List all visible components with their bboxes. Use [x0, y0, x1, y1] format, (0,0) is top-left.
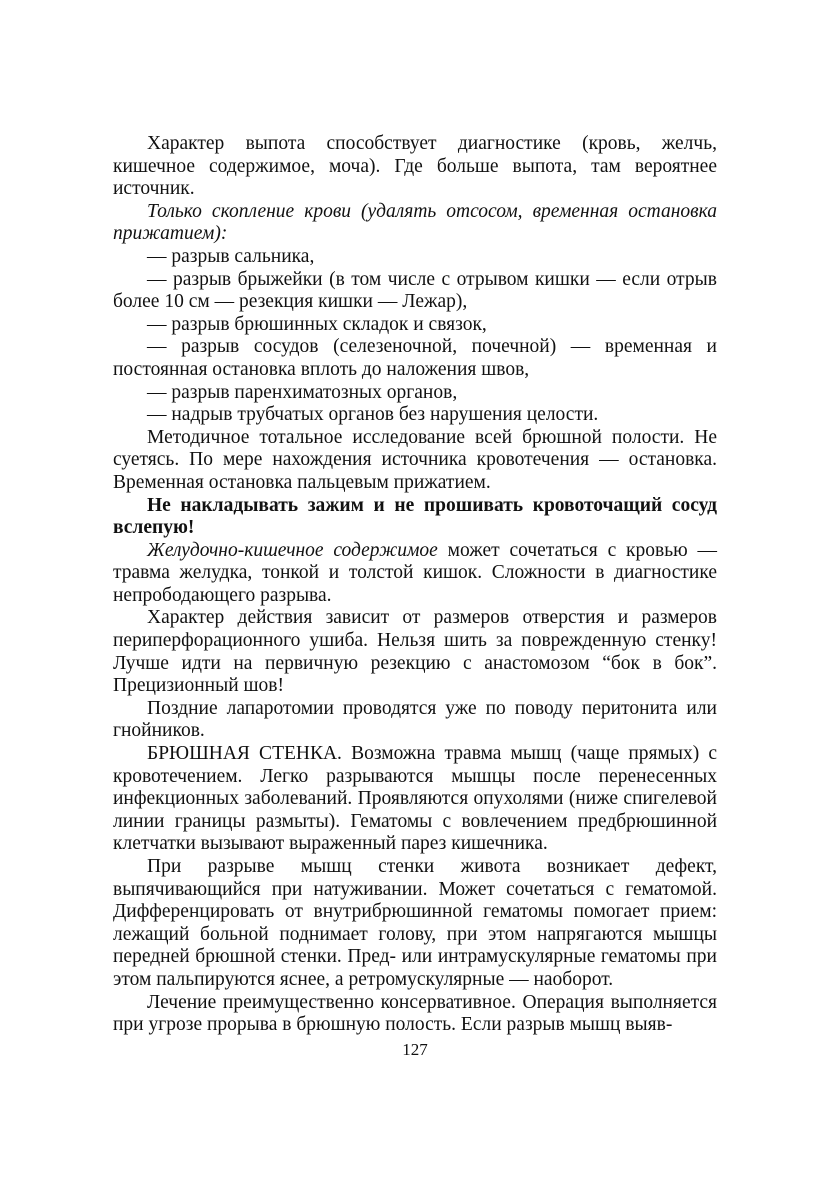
paragraph-abdominal-wall: БРЮШНАЯ СТЕНКА. Возможна травма мышц (чаще прямых) с кровотечением. Легко разрываются мышцы после перенесенных инфекционных заболеваний. Проявляются опухолями (ниже спигелевой линии границы размыты). Гематомы с вовлечением предбрюшинной клетчатки вызывают выраженный парез кишечника. — [113, 743, 717, 855]
paragraph-exudate: Характер выпота способствует диагностике (кровь, желчь, кишечное содержимое, моча). Где больше выпота, там вероятнее источник. — [113, 133, 717, 200]
gi-contents-term: Желудочно-кишечное содержимое — [147, 539, 438, 561]
paragraph-muscle-rupture: При разрыве мышц стенки живота возникает дефект, выпячивающийся при натуживании. Может сочетаться с гематомой. Дифференцировать от внутрибрюшинной гематомы помогает прием: лежащий больной поднимает голову, при этом напрягаются мышцы передней брюшной стенки. Пред- или интрамускулярные гематомы при этом пальпируются яснее, а ретромускулярные — наоборот. — [113, 856, 717, 990]
paragraph-late-laparotomy: Поздние лапаротомии проводятся уже по поводу перитонита или гнойников. — [113, 697, 717, 742]
paragraph-methodical: Методичное тотальное исследование всей брюшной полости. Не суетясь. По мере нахождения источника кровотечения — остановка. Временная остановка пальцевым прижатием. — [113, 426, 717, 493]
paragraph-blood-only: Только скопление крови (удалять отсосом, временная остановка прижатием): — [113, 200, 717, 245]
list-item-peritoneal-folds: — разрыв брюшинных складок и связок, — [147, 313, 487, 335]
paragraph-action: Характер действия зависит от размеров отверстия и размеров периперфорационного ушиба. Нельзя шить за поврежденную стенку! Лучше идти на первичную резекцию с анастомозом “бок в бок”. Прецизионный шов! — [113, 607, 717, 697]
paragraph-warning: Не накладывать зажим и не прошивать кровоточащий сосуд вслепую! — [113, 494, 717, 539]
list-item-vessels: — разрыв сосудов (селезеночной, почечной) — временная и постоянная остановка вплоть до наложения швов, — [113, 336, 717, 380]
paragraph-gi-contents — [113, 540, 717, 608]
page-number: 127 — [402, 1040, 428, 1059]
gi-contents-text: может сочетаться с кровью — травма желудка, тонкой и толстой кишок. Сложности в диагностике непрободающего разрыва. — [113, 539, 718, 606]
list-item-omentum: — разрыв сальника, — [147, 245, 315, 267]
paragraph-treatment: Лечение преимущественно консервативное. Операция выполняется при угрозе прорыва в брюшную полость. Если разрыв мышц выяв- — [113, 991, 717, 1036]
list-item-parenchymal: — разрыв паренхиматозных органов, — [147, 381, 458, 403]
list-item-mesentery: — разрыв брыжейки (в том числе с отрывом кишки — если отрыв более 10 см — резекция кишки — Лежар), — [113, 268, 717, 313]
list-item-tubular: — надрыв трубчатых органов без нарушения целости. — [147, 404, 599, 426]
page-text — [113, 133, 717, 1037]
